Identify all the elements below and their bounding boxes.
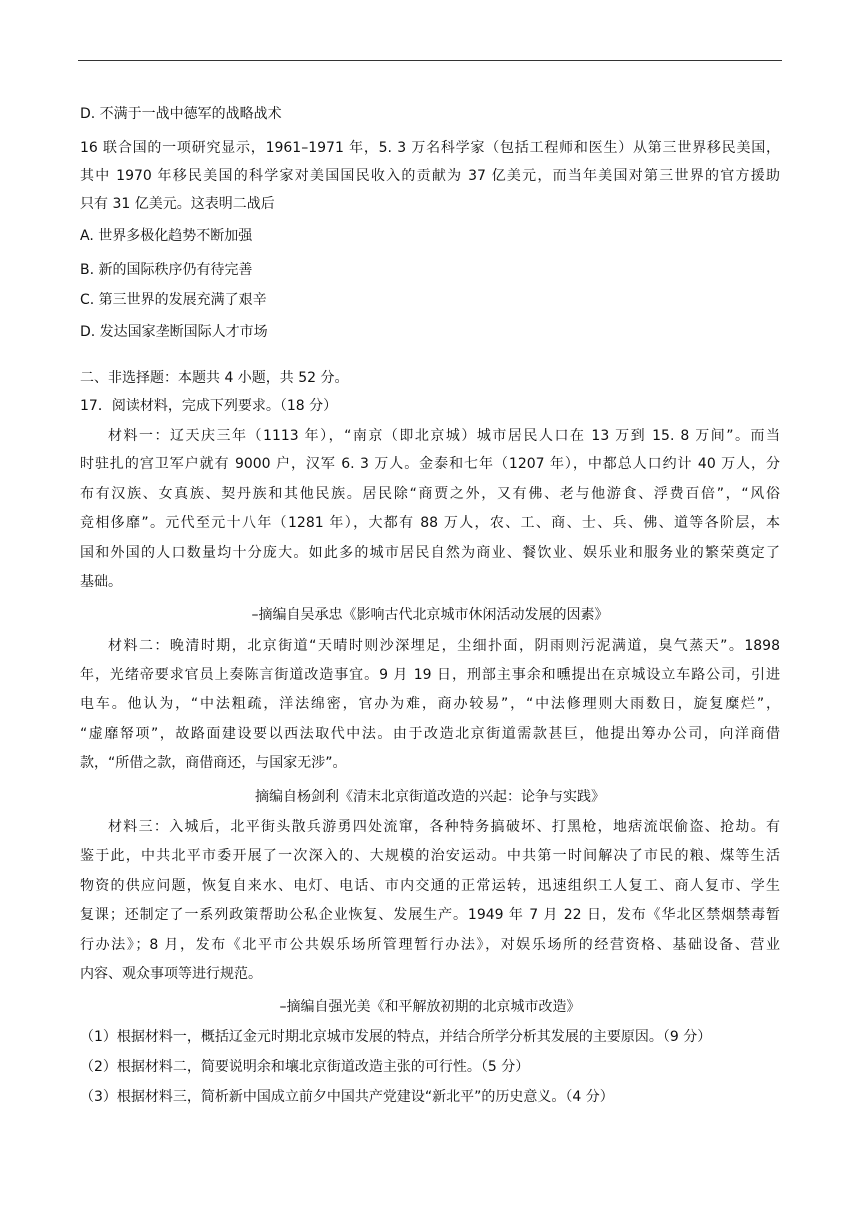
q15-option-d: D. 不满于一战中德军的战略战术	[80, 106, 282, 122]
material-3-line: 鉴于此，中共北平市委开展了一次深入的、大规模的治安运动。中共第一时间解决了市民的粮、煤等生活	[80, 848, 780, 864]
q16-stem-line-3: 只有 31 亿美元。这表明二战后	[80, 196, 275, 212]
material-2-source: 摘编自杨剑利《清末北京街道改造的兴起：论争与实践》	[255, 789, 605, 805]
material-1-line: 国和外国的人口数量均十分庞大。如此多的城市居民自然为商业、餐饮业、娱乐业和服务业的繁荣奠定了	[80, 545, 780, 561]
material-2-line: 材料二：晚清时期，北京街道“天晴时则沙深埋足，尘细扑面，阴雨则污泥满道，臭气蒸天”。1898	[108, 638, 780, 654]
material-1-line: 基础。	[80, 574, 122, 590]
material-1-line: 布有汉族、女真族、契丹族和其他民族。居民除“商贾之外，又有佛、老与他游食、浮费百倍”，“风俗	[80, 486, 780, 502]
material-2-line: 款，“所借之款，商借商还，与国家无涉”。	[80, 755, 347, 771]
q17-title: 17．阅读材料，完成下列要求。（18 分）	[80, 398, 338, 414]
material-1-line: 材料一：辽天庆三年（1113 年），“南京（即北京城）城市居民人口在 13 万到 15. 8 万间”。而当	[108, 428, 780, 444]
material-1-line: 时驻扎的宫卫军户就有 9000 户，汉军 6. 3 万人。金泰和七年（1207 年），中都总人口约计 40 万人，分	[80, 456, 780, 472]
q16-option-d: D. 发达国家垄断国际人才市场	[80, 324, 268, 340]
material-3-line: 物资的供应问题，恢复自来水、电灯、电话、市内交通的正常运转，迅速组织工人复工、商人复市、学生	[80, 878, 780, 894]
section-2-heading: 二、非选择题：本题共 4 小题，共 52 分。	[80, 370, 349, 386]
q16-option-c: C. 第三世界的发展充满了艰辛	[80, 292, 267, 308]
q16-option-a: A. 世界多极化趋势不断加强	[80, 228, 253, 244]
material-3-line: 内容、观众事项等进行规范。	[80, 966, 262, 982]
material-2-line: 年，光绪帝要求官员上奏陈言街道改造事宜。9 月 19 日，刑部主事余和曛提出在京城设立车路公司，引进	[80, 667, 780, 683]
material-3-line: 行办法》；8 月，发布《北平市公共娱乐场所管理暂行办法》，对娱乐场所的经营资格、基础设备、营业	[80, 937, 780, 953]
question-17-3: （3）根据材料三，简析新中国成立前夕中国共产党建设“新北平”的历史意义。（4 分）	[80, 1089, 614, 1105]
material-3-source: –摘编自强光美《和平解放初期的北京城市改造》	[279, 999, 581, 1015]
material-2-line: “虚靡帑项”，故路面建设要以西法取代中法。由于改造北京街道需款甚巨，他提出筹办公司，向洋商借	[80, 726, 780, 742]
material-3-line: 材料三：入城后，北平街头散兵游勇四处流窜，各种特务搞破坏、打黑枪，地痞流氓偷盗、抢劫。有	[108, 819, 780, 835]
q16-option-b: B. 新的国际秩序仍有待完善	[80, 262, 253, 278]
material-1-source: –摘编自吴承忠《影响古代北京城市休闲活动发展的因素》	[251, 607, 609, 623]
question-17-2: （2）根据材料二，简要说明余和壤北京街道改造主张的可行性。（5 分）	[80, 1059, 530, 1075]
q16-stem-line-2: 其中 1970 年移民美国的科学家对美国国民收入的贡献为 37 亿美元，而当年美国对第三世界的官方援助	[80, 168, 780, 184]
material-1-line: 竞相侈靡”。元代至元十八年（1281 年），大都有 88 万人，农、工、商、士、兵、佛、道等各阶层，本	[80, 515, 780, 531]
q16-stem-line-1: 16 联合国的一项研究显示，1961–1971 年，5. 3 万名科学家（包括工程师和医生）从第三世界移民美国，	[80, 140, 780, 156]
material-3-line: 复课；还制定了一系列政策帮助公私企业恢复、发展生产。1949 年 7 月 22 日，发布《华北区禁烟禁毒暂	[80, 907, 780, 923]
material-2-line: 电车。他认为，“中法粗疏，洋法绵密，官办为难，商办较易”，“中法修理则大雨数日，旋复糜烂”，	[80, 696, 780, 712]
question-17-1: （1）根据材料一，概括辽金元时期北京城市发展的特点，并结合所学分析其发展的主要原因。（9 分）	[80, 1029, 712, 1045]
header-rule	[78, 60, 782, 61]
